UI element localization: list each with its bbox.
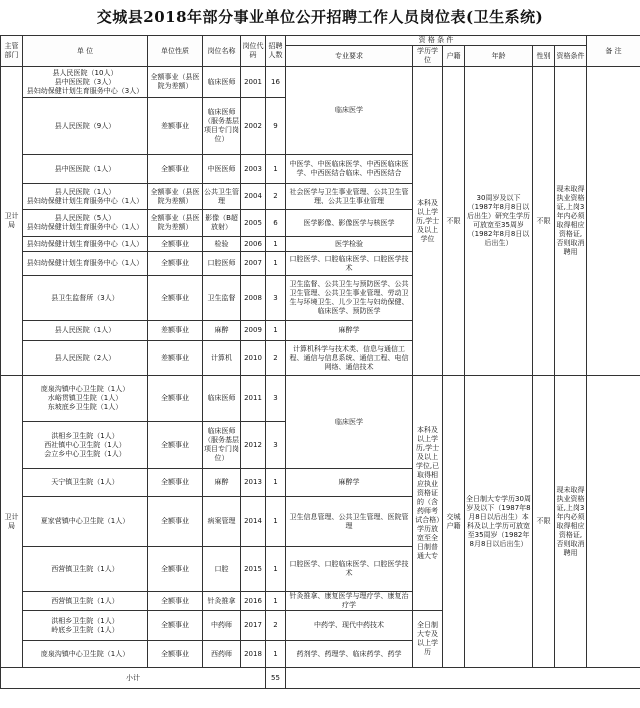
age-cell: 全日制大专学历30周岁及以下（1987年8月8日以后出生）本科及以上学历可放宽至35周岁（1982年8月8日以后出生） — [465, 376, 533, 668]
post-cell: 中医医师 — [203, 155, 241, 184]
dept-cell: 卫计局 — [1, 67, 23, 376]
unit-cell: 西营镇卫生院（1人） — [23, 547, 148, 592]
major-cell: 医学影像、影像医学与核医学 — [286, 210, 413, 237]
count-cell: 1 — [266, 547, 286, 592]
nature-cell: 全额事业 — [148, 469, 203, 497]
nature-cell: 全额事业 — [148, 611, 203, 641]
count-cell: 9 — [266, 98, 286, 155]
header-hukou: 户籍 — [443, 46, 465, 67]
edu-cell: 全日制大专及以上学历 — [413, 611, 443, 668]
code-cell: 2002 — [241, 98, 266, 155]
unit-cell: 夏家营镇中心卫生院（1人） — [23, 497, 148, 547]
nature-cell: 全额事业 — [148, 592, 203, 611]
major-cell: 医学检验 — [286, 237, 413, 252]
unit-cell: 县中医医院（1人） — [23, 155, 148, 184]
code-cell: 2016 — [241, 592, 266, 611]
header-count: 招聘人数 — [266, 36, 286, 67]
count-cell: 1 — [266, 592, 286, 611]
unit-cell: 洪相乡卫生院（1人） 岭底乡卫生院（1人） — [23, 611, 148, 641]
gender-cell: 不限 — [533, 67, 555, 376]
nature-cell: 差额事业 — [148, 321, 203, 341]
count-cell: 1 — [266, 469, 286, 497]
code-cell: 2018 — [241, 641, 266, 668]
post-cell: 临床医师 — [203, 67, 241, 98]
count-cell: 1 — [266, 237, 286, 252]
unit-cell: 县人民医院（1人） — [23, 321, 148, 341]
code-cell: 2014 — [241, 497, 266, 547]
total-blank — [286, 668, 640, 689]
unit-cell: 县卫生监督所（3人） — [23, 276, 148, 321]
edu-cell: 本科及以上学历,学士及以上学位,已取得相应执业资格证的（含药师考试合格）学历放宽至全日制普通大专 — [413, 376, 443, 611]
gender-cell: 不限 — [533, 376, 555, 668]
major-cell: 麻醉学 — [286, 469, 413, 497]
code-cell: 2017 — [241, 611, 266, 641]
major-cell: 麻醉学 — [286, 321, 413, 341]
code-cell: 2012 — [241, 422, 266, 469]
total-label: 小计 — [1, 668, 266, 689]
count-cell: 6 — [266, 210, 286, 237]
major-cell: 社会医学与卫生事业管理、公共卫生管理、公共卫生事业管理 — [286, 184, 413, 210]
post-cell: 中药师 — [203, 611, 241, 641]
recruitment-table — [0, 35, 640, 689]
unit-cell: 县人民医院（1人） 县妇幼保健计划生育服务中心（1人） — [23, 184, 148, 210]
major-cell: 口腔医学、口腔临床医学、口腔医学技术 — [286, 547, 413, 592]
header-major: 专业要求 — [286, 46, 413, 67]
table-row — [1, 376, 640, 422]
nature-cell: 全额事业 — [148, 276, 203, 321]
header-post-code: 岗位代码 — [241, 36, 266, 67]
unit-cell: 庞泉沟镇中心卫生院（1人） — [23, 641, 148, 668]
unit-cell: 县人民医院（10人） 县中医医院（3人） 县妇幼保健计划生育服务中心（3人） — [23, 67, 148, 98]
count-cell: 1 — [266, 641, 286, 668]
major-cell: 药剂学、药理学、临床药学、药学 — [286, 641, 413, 668]
post-cell: 检验 — [203, 237, 241, 252]
nature-cell: 全额事业 — [148, 252, 203, 276]
major-cell: 卫生信息管理、公共卫生管理、医院管理 — [286, 497, 413, 547]
count-cell: 1 — [266, 497, 286, 547]
nature-cell: 全额事业 — [148, 422, 203, 469]
age-cell: 30周岁及以下（1987年8月8日以后出生）研究生学历可放宽至35周岁（1982年8月8日以后出生） — [465, 67, 533, 376]
edu-cell: 本科及以上学历,学士及以上学位 — [413, 67, 443, 376]
code-cell: 2009 — [241, 321, 266, 341]
code-cell: 2015 — [241, 547, 266, 592]
post-cell: 公共卫生管理 — [203, 184, 241, 210]
post-cell: 计算机 — [203, 341, 241, 376]
nature-cell: 全额事业 — [148, 155, 203, 184]
nature-cell: 差额事业 — [148, 98, 203, 155]
other-cell: 现未取得执业资格证,上岗3年内必须取得相应资格证,否则取消聘用 — [555, 67, 587, 376]
nature-cell: 全额事业 — [148, 547, 203, 592]
code-cell: 2007 — [241, 252, 266, 276]
header-age: 年龄 — [465, 46, 533, 67]
header-post-name: 岗位名称 — [203, 36, 241, 67]
code-cell: 2005 — [241, 210, 266, 237]
other-cell: 现未取得执业资格证,上岗3年内必须取得相应资格证,否则取消聘用 — [555, 376, 587, 668]
count-cell: 1 — [266, 252, 286, 276]
total-row — [1, 668, 640, 689]
count-cell: 2 — [266, 184, 286, 210]
code-cell: 2010 — [241, 341, 266, 376]
unit-cell: 县人民医院（5人） 县妇幼保健计划生育服务中心（1人） — [23, 210, 148, 237]
unit-cell: 县人民医院（9人） — [23, 98, 148, 155]
unit-cell: 县妇幼保健计划生育服务中心（1人） — [23, 252, 148, 276]
post-cell: 卫生监督 — [203, 276, 241, 321]
header-remark: 备 注 — [587, 36, 640, 67]
post-cell: 临床医师（服务基层项目专门岗位） — [203, 422, 241, 469]
post-cell: 口腔 — [203, 547, 241, 592]
hukou-cell: 交城户籍 — [443, 376, 465, 668]
code-cell: 2006 — [241, 237, 266, 252]
nature-cell: 全额事业（县医院为差额） — [148, 184, 203, 210]
remark-cell — [587, 67, 640, 376]
header-other: 资格条件 — [555, 46, 587, 67]
post-cell: 麻醉 — [203, 321, 241, 341]
code-cell: 2008 — [241, 276, 266, 321]
unit-cell: 县妇幼保健计划生育服务中心（1人） — [23, 237, 148, 252]
count-cell: 16 — [266, 67, 286, 98]
nature-cell: 全额事业 — [148, 641, 203, 668]
count-cell: 3 — [266, 376, 286, 422]
code-cell: 2004 — [241, 184, 266, 210]
code-cell: 2003 — [241, 155, 266, 184]
header-unit: 单 位 — [23, 36, 148, 67]
count-cell: 3 — [266, 422, 286, 469]
unit-cell: 县人民医院（2人） — [23, 341, 148, 376]
count-cell: 1 — [266, 155, 286, 184]
nature-cell: 差额事业 — [148, 341, 203, 376]
post-cell: 口腔医师 — [203, 252, 241, 276]
post-cell: 针灸推拿 — [203, 592, 241, 611]
post-cell: 临床医师 — [203, 376, 241, 422]
major-cell: 临床医学 — [286, 376, 413, 469]
post-cell: 影像（B超放射） — [203, 210, 241, 237]
count-cell: 3 — [266, 276, 286, 321]
hukou-cell: 不限 — [443, 67, 465, 376]
unit-cell: 天宁镇卫生院（1人） — [23, 469, 148, 497]
total-count: 55 — [266, 668, 286, 689]
table-row — [1, 67, 640, 98]
page-title: 交城县2018年部分事业单位公开招聘工作人员岗位表(卫生系统) — [96, 8, 544, 26]
dept-cell: 卫计局 — [1, 376, 23, 668]
nature-cell: 全额事业 — [148, 237, 203, 252]
header-nature: 单位性质 — [148, 36, 203, 67]
unit-cell: 西营镇卫生院（1人） — [23, 592, 148, 611]
major-cell: 中医学、中医临床医学、中西医临床医学、中西医结合临床、中西医结合 — [286, 155, 413, 184]
post-cell: 临床医师（服务基层项目专门岗位） — [203, 98, 241, 155]
post-cell: 麻醉 — [203, 469, 241, 497]
major-cell: 针灸推拿、康复医学与理疗学、康复治疗学 — [286, 592, 413, 611]
header-qualifications: 资 格 条 件 — [286, 36, 587, 46]
header-dept: 主管部门 — [1, 36, 23, 67]
nature-cell: 全额事业 — [148, 376, 203, 422]
header-gender: 性别 — [533, 46, 555, 67]
code-cell: 2001 — [241, 67, 266, 98]
header-edu: 学历学位 — [413, 46, 443, 67]
nature-cell: 全额事业（县医院为差额） — [148, 67, 203, 98]
code-cell: 2013 — [241, 469, 266, 497]
nature-cell: 全额事业 — [148, 497, 203, 547]
major-cell: 临床医学 — [286, 67, 413, 155]
major-cell: 计算机科学与技术类、信息与通信工程、通信与信息系统、通信工程、电信网络、通信技术 — [286, 341, 413, 376]
post-cell: 西药师 — [203, 641, 241, 668]
major-cell: 口腔医学、口腔临床医学、口腔医学技术 — [286, 252, 413, 276]
unit-cell: 洪相乡卫生院（1人） 西社镇中心卫生院（1人） 会立乡中心卫生院（1人） — [23, 422, 148, 469]
remark-cell — [587, 376, 640, 668]
major-cell: 卫生监督、公共卫生与预防医学、公共卫生管理、公共卫生事业管理、劳动卫生与环境卫生、儿少卫生与妇幼保健、临床医学、预防医学 — [286, 276, 413, 321]
count-cell: 1 — [266, 321, 286, 341]
major-cell: 中药学、现代中药技术 — [286, 611, 413, 641]
nature-cell: 全额事业（县医院为差额） — [148, 210, 203, 237]
unit-cell: 庞泉沟镇中心卫生院（1人） 水峪贯镇卫生院（1人） 东坡底乡卫生院（1人） — [23, 376, 148, 422]
count-cell: 2 — [266, 341, 286, 376]
post-cell: 病案管理 — [203, 497, 241, 547]
code-cell: 2011 — [241, 376, 266, 422]
count-cell: 2 — [266, 611, 286, 641]
